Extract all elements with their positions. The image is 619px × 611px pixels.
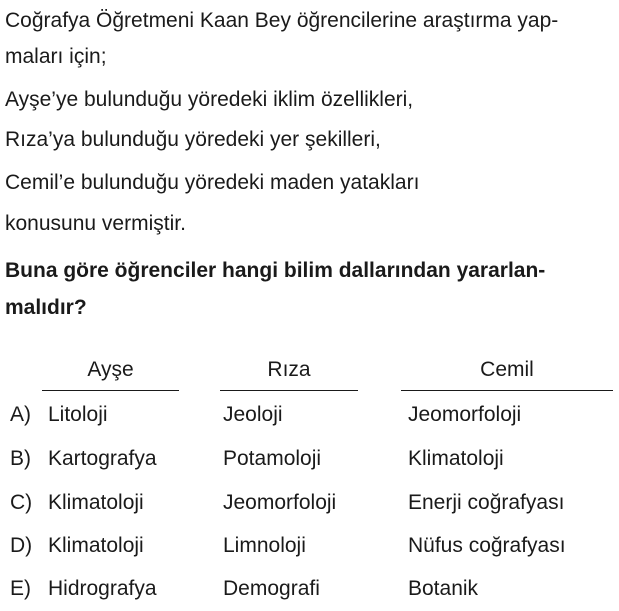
option-a-cemil: Jeomorfoloji [408, 403, 522, 426]
header-rule-riza [220, 390, 358, 391]
option-c-cemil: Enerji coğrafyası [408, 491, 565, 514]
item-riza: Rıza’ya bulunduğu yöredeki yer şekilleri, [5, 128, 381, 151]
option-d-letter[interactable]: D) [10, 534, 33, 557]
option-b-cemil: Klimatoloji [408, 447, 504, 470]
closing-text: konusunu vermiştir. [5, 212, 186, 235]
item-cemil: Cemil’e bulunduğu yöredeki maden yatakları [5, 171, 420, 194]
header-cemil: Cemil [480, 358, 534, 381]
option-b-ayse: Kartografya [48, 447, 157, 470]
header-ayse: Ayşe [87, 358, 134, 381]
header-rule-ayse [42, 390, 179, 391]
option-a-ayse: Litoloji [48, 403, 108, 426]
option-b-riza: Potamoloji [223, 447, 322, 470]
option-e-cemil: Botanik [408, 577, 479, 600]
item-ayse: Ayşe’ye bulunduğu yöredeki iklim özellikleri, [5, 88, 414, 111]
option-a-riza: Jeoloji [223, 403, 283, 426]
option-e-ayse: Hidrografya [48, 577, 157, 600]
prompt-line-2: malıdır? [5, 296, 87, 319]
prompt-line-1: Buna göre öğrenciler hangi bilim dallarından yararlan- [5, 259, 546, 282]
option-e-letter[interactable]: E) [10, 577, 31, 600]
option-e-riza: Demografi [223, 577, 320, 600]
option-d-ayse: Klimatoloji [48, 534, 144, 557]
intro-line-1: Coğrafya Öğretmeni Kaan Bey öğrencilerine araştırma yap- [5, 9, 559, 32]
option-c-letter[interactable]: C) [10, 491, 33, 514]
option-d-cemil: Nüfus coğrafyası [408, 534, 566, 557]
option-c-ayse: Klimatoloji [48, 491, 144, 514]
header-rule-cemil [401, 390, 613, 391]
header-riza: Rıza [267, 358, 311, 381]
option-d-riza: Limnoloji [223, 534, 306, 557]
intro-line-2: maları için; [5, 45, 107, 68]
option-c-riza: Jeomorfoloji [223, 491, 337, 514]
option-b-letter[interactable]: B) [10, 447, 31, 470]
option-a-letter[interactable]: A) [10, 403, 31, 426]
